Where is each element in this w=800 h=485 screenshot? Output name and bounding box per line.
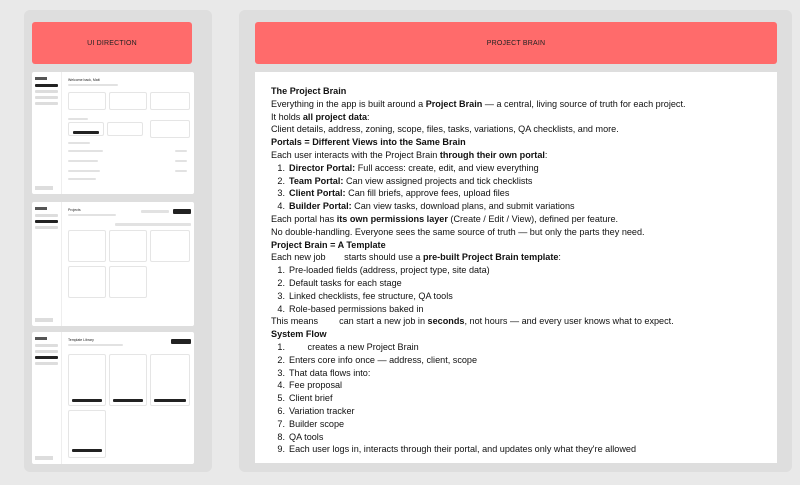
thumb-title: Welcome back, Matt [68, 78, 100, 82]
project-brain-document [255, 72, 777, 463]
project-brain-frame [239, 10, 792, 472]
list-item: 2. Team Portal: Can view assigned projects and tick checklists [277, 175, 533, 186]
thumb-sidebar [32, 332, 62, 464]
list-item: 4. Role-based permissions baked in [277, 303, 424, 314]
list-item: 6. Variation tracker [277, 405, 355, 416]
doc-line: Each new job starts should use a pre-built Project Brain template: [271, 252, 561, 263]
list-item: 1. Pre-loaded fields (address, project type, site data) [277, 265, 490, 276]
list-item: 2. Default tasks for each stage [277, 277, 402, 288]
doc-line: This means can start a new job in seconds, not hours — and every user knows what to expect. [271, 316, 674, 327]
list-item: 8. QA tools [277, 431, 324, 442]
list-item: 2. Enters core info once — address, client, scope [277, 354, 478, 365]
doc-line: Client details, address, zoning, scope, files, tasks, variations, QA checklists, and more. [271, 124, 619, 135]
list-item: 1. creates a new Project Brain [277, 341, 419, 352]
doc-line: It holds all project data: [271, 111, 370, 122]
thumb-title: Projects [68, 208, 81, 212]
list-item: 1. Director Portal: Full access: create, edit, and view everything [277, 162, 539, 173]
list-item: 9. Each user logs in, interacts through their portal, and updates only what they're allowed [277, 444, 636, 455]
doc-heading: Portals = Different Views into the Same Brain [271, 137, 466, 148]
projects-thumbnail[interactable] [32, 202, 194, 326]
templates-thumbnail[interactable] [32, 332, 194, 464]
doc-line: Each portal has its own permissions layer (Create / Edit / View), defined per feature. [271, 213, 619, 224]
doc-line: Each user interacts with the Project Brain through their own portal: [271, 149, 548, 160]
list-item: 3. Linked checklists, fee structure, QA tools [277, 290, 453, 301]
list-item: 7. Builder scope [277, 418, 345, 429]
thumb-sidebar [32, 202, 62, 326]
list-item: 5. Client brief [277, 393, 333, 404]
ui-direction-frame [24, 10, 212, 472]
redacted-text [289, 344, 305, 352]
doc-line: No double-handling. Everyone sees the same source of truth — but only the parts they need. [271, 226, 645, 237]
redacted-text [326, 254, 342, 262]
list-item: 3. Client Portal: Can fill briefs, approve fees, upload files [277, 188, 510, 199]
dashboard-thumbnail[interactable] [32, 72, 194, 194]
redacted-text [321, 318, 337, 326]
project-brain-banner: PROJECT BRAIN [255, 22, 777, 64]
doc-line: Everything in the app is built around a Project Brain — a central, living source of truth for each project. [271, 98, 686, 109]
thumb-title: Template Library [68, 338, 94, 342]
list-item: 3. That data flows into: [277, 367, 371, 378]
doc-heading: System Flow [271, 329, 327, 340]
list-item: 4. Builder Portal: Can view tasks, download plans, and submit variations [277, 201, 575, 212]
list-item: 4. Fee proposal [277, 380, 343, 391]
doc-heading: The Project Brain [271, 86, 347, 96]
thumb-sidebar [32, 72, 62, 194]
doc-heading: Project Brain = A Template [271, 239, 386, 250]
ui-direction-banner: UI DIRECTION [32, 22, 192, 64]
